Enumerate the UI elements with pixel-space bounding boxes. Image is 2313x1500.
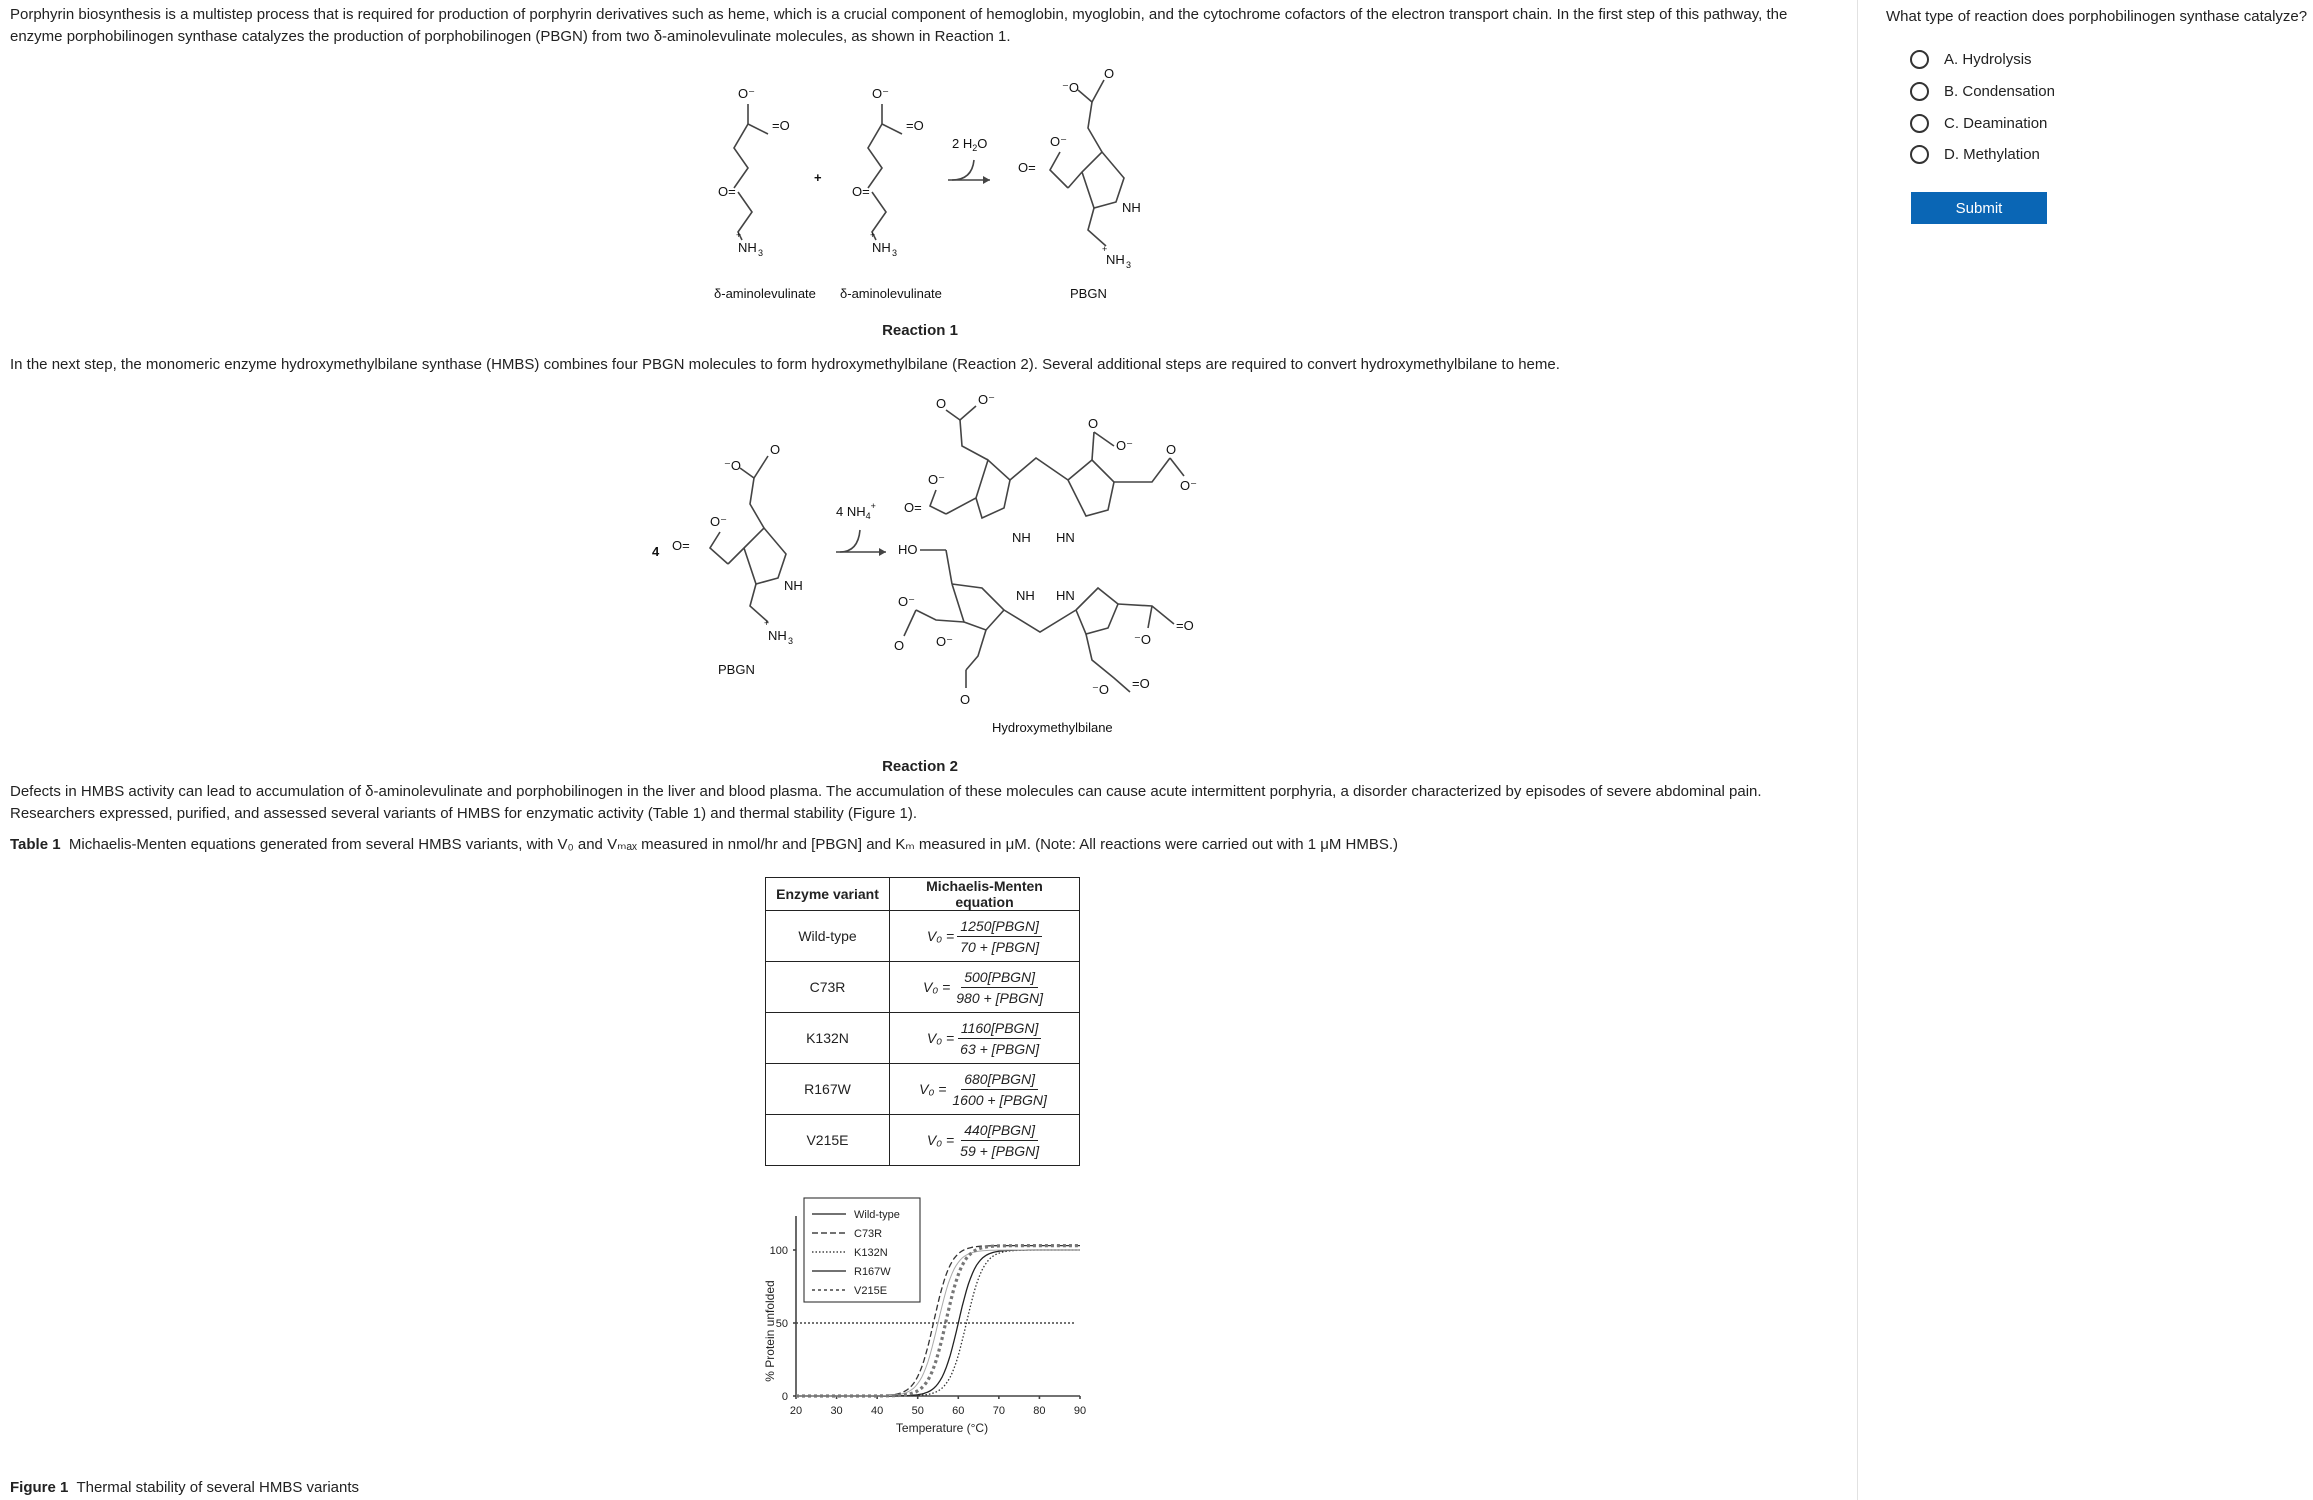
chart-y-axis-label: % Protein unfolded [763,1280,777,1382]
table-row [766,1115,1080,1166]
option-c-radio[interactable] [1910,114,1929,133]
r1-label-right: PBGN [1070,286,1107,301]
svg-text:⁻O: ⁻O [1134,632,1151,647]
svg-text:O: O [1088,416,1099,431]
chart-x-tick-label: 30 [830,1405,843,1417]
r1-byproduct-tail: O [977,136,988,151]
header-enzyme-variant: Enzyme variant [766,878,890,911]
variant-cell: R167W [766,1064,890,1115]
intro-paragraph: Porphyrin biosynthesis is a multistep process that is required for production of porphyrin derivatives such as heme, which is a crucial component of hemoglobin, myoglobin, and the cytochrome cofactors of the electron transport chain. In the first step of this pathway, the enzyme porphobilinogen synthase catalyzes the production of porphobilinogen (PBGN) from two δ-aminolevulinate molecules, as shown in Reaction 1. [10,6,1788,45]
svg-text:O⁻: O⁻ [738,86,755,101]
header-mm-equation: Michaelis-Menten equation [890,878,1080,911]
option-c[interactable] [1910,114,2047,133]
svg-text:O=: O= [904,500,922,515]
option-b-text: Condensation [1962,83,2055,100]
equation-numerator: 680[PBGN] [961,1071,1038,1090]
question-prompt: What type of reaction does porphobilinogen synthase catalyze? [1886,8,2308,25]
svg-text:+: + [814,170,822,185]
svg-text:NH: NH [1106,252,1125,267]
chart-legend-label: V215E [854,1285,888,1297]
r1-byproduct-sub: 2 [972,143,978,153]
svg-text:⁻O: ⁻O [1092,682,1109,697]
svg-text:O=: O= [852,184,870,199]
option-b[interactable] [1910,82,2055,101]
svg-text:O=: O= [1018,160,1036,175]
r2-byproduct-sub: 4 [865,511,871,521]
r1-label-left: δ-aminolevulinate [714,286,816,301]
option-d-letter: D. [1944,146,1959,163]
table-1-caption-text: Michaelis-Menten equations generated from several HMBS variants, with V₀ and Vₘₐₓ measured in nmol/hr and [PBGN] and Kₘ measured in μM. (Note: All reactions were carried out with 1 μM HMBS.) [68,836,1399,853]
v0-label: V₀ = [926,1030,955,1046]
v0-label: V₀ = [922,979,951,995]
svg-text:4 NH4+ [836,501,876,521]
reaction-2-caption: Reaction 2 [882,758,958,775]
chart-y-tick-label: 100 [769,1245,788,1257]
chart-svg [740,1190,1100,1480]
chart-x-tick-label: 80 [1033,1405,1046,1417]
chart-legend-label: R167W [854,1266,891,1278]
r2-byproduct-sup: + [870,501,876,511]
variant-cell: V215E [766,1115,890,1166]
table-header-row [766,878,1080,911]
svg-text:O⁻: O⁻ [1116,438,1133,453]
svg-text:3: 3 [758,248,764,258]
svg-text:O⁻: O⁻ [710,514,727,529]
r2-coefficient: 4 [652,544,660,559]
option-d-radio[interactable] [1910,145,1929,164]
figure-1-caption-label: Figure 1 [10,1479,69,1496]
svg-text:O⁻: O⁻ [978,392,995,407]
submit-button[interactable]: Submit [1911,192,2047,224]
variant-cell: C73R [766,962,890,1013]
svg-text:O: O [960,692,971,707]
option-a-letter: A. [1944,51,1959,68]
r1-byproduct: 2 H [952,136,973,151]
svg-text:=O: =O [906,118,924,133]
equation-fraction [957,918,1042,955]
variant-cell: K132N [766,1013,890,1064]
svg-text:O⁻: O⁻ [936,634,953,649]
r2-byproduct: 4 NH [836,504,866,519]
equation-denominator: 63 + [PBGN] [960,1040,1040,1057]
svg-text:NH: NH [738,240,757,255]
svg-text:O: O [770,442,781,457]
option-d[interactable] [1910,145,2040,164]
svg-text:HN: HN [1056,530,1075,545]
svg-text:O=: O= [718,184,736,199]
chart-legend-label: C73R [854,1228,883,1240]
equation-numerator: 1160[PBGN] [958,1020,1042,1039]
equation-fraction [957,1020,1042,1057]
chart-x-axis-label: Temperature (°C) [895,1421,989,1435]
option-d-text: Methylation [1963,146,2040,163]
r2-reactant-label: PBGN [718,662,755,677]
aminolevulinate-2-structure [852,86,924,258]
option-c-letter: C. [1944,115,1959,132]
svg-text:+: + [870,230,876,240]
chart-y-tick-label: 0 [781,1391,788,1403]
table-row [766,962,1080,1013]
equation-denominator: 70 + [PBGN] [960,938,1040,955]
option-b-radio[interactable] [1910,82,1929,101]
option-c-text: Deamination [1963,115,2048,132]
r2-product-label: Hydroxymethylbilane [992,720,1113,735]
thermal-stability-chart [740,1190,1100,1480]
chart-x-tick-label: 90 [1073,1405,1087,1417]
reaction-1-diagram [690,60,1150,320]
equation-fraction [949,1071,1050,1108]
figure-1-caption [10,1479,359,1496]
svg-text:O⁻: O⁻ [928,472,945,487]
step2-paragraph: In the next step, the monomeric enzyme hydroxymethylbilane synthase (HMBS) combines four PBGN molecules to form hydroxymethylbilane (Reaction 2). Several additional steps are required to convert hydroxymethylbilane to heme. [10,356,1560,373]
option-a-text: Hydrolysis [1962,51,2032,68]
equation-cell [890,962,1080,1013]
equation-fraction [953,969,1046,1006]
svg-text:HN: HN [1056,588,1075,603]
michaelis-menten-table [765,877,1080,1166]
svg-text:3: 3 [1126,260,1132,270]
svg-text:O⁻: O⁻ [1180,478,1197,493]
v0-label: V₀ = [926,1132,955,1148]
pbgn-structure-r1 [1018,66,1141,270]
equation-fraction [957,1122,1042,1159]
figure-1-caption-text: Thermal stability of several HMBS variants [76,1479,360,1496]
chart-legend-label: K132N [854,1247,888,1259]
equation-numerator: 1250[PBGN] [957,918,1042,937]
chart-x-tick-label: 60 [952,1405,965,1417]
svg-text:+: + [736,230,742,240]
svg-text:NH: NH [872,240,891,255]
svg-text:NH: NH [1016,588,1035,603]
v0-label: V₀ = [926,928,955,944]
equation-numerator: 500[PBGN] [961,969,1038,988]
svg-text:=O: =O [772,118,790,133]
v0-label: V₀ = [919,1081,947,1097]
svg-text:HO: HO [898,542,918,557]
equation-denominator: 1600 + [PBGN] [952,1091,1047,1108]
svg-text:NH: NH [784,578,803,593]
svg-text:O⁻: O⁻ [1050,134,1067,149]
svg-text:NH: NH [1122,200,1141,215]
svg-text:O: O [894,638,905,653]
svg-text:NH: NH [768,628,787,643]
svg-text:3: 3 [892,248,898,258]
svg-text:NH: NH [1012,530,1031,545]
svg-text:O=: O= [672,538,690,553]
table-row [766,911,1080,962]
svg-text:O: O [1166,442,1177,457]
equation-cell [890,1064,1080,1115]
option-a-radio[interactable] [1910,50,1929,69]
equation-cell [890,911,1080,962]
chart-x-tick-label: 50 [911,1405,924,1417]
chart-x-tick-label: 20 [789,1405,803,1417]
chart-legend-label: Wild-type [854,1209,900,1221]
chart-x-tick-label: 70 [992,1405,1005,1417]
table-row [766,1064,1080,1115]
chart-y-tick-label: 50 [775,1318,788,1330]
svg-text:⁻O: ⁻O [724,458,741,473]
svg-text:=O: =O [1132,676,1150,691]
equation-cell [890,1115,1080,1166]
equation-denominator: 980 + [PBGN] [956,989,1044,1006]
equation-denominator: 59 + [PBGN] [960,1142,1040,1159]
aminolevulinate-1-structure [718,86,790,258]
svg-text:O⁻: O⁻ [872,86,889,101]
table-1-caption [10,835,1398,853]
option-a[interactable] [1910,50,2032,69]
pbgn-structure-r2 [672,442,803,646]
svg-text:+: + [1102,244,1108,254]
variant-cell: Wild-type [766,911,890,962]
svg-text:O: O [1104,66,1115,81]
table-1-caption-label: Table 1 [10,836,61,853]
r1-label-middle: δ-aminolevulinate [840,286,942,301]
svg-text:O⁻: O⁻ [898,594,915,609]
reaction-1-caption: Reaction 1 [882,322,958,339]
chart-x-tick-label: 40 [871,1405,884,1417]
defects-paragraph: Defects in HMBS activity can lead to accumulation of δ-aminolevulinate and porphobilinogen in the liver and blood plasma. The accumulation of these molecules can cause acute intermittent porphyria, a disorder characterized by episodes of severe abdominal pain. Researchers expressed, purified, and assessed several variants of HMBS for enzymatic activity (Table 1) and thermal stability (Figure 1). [10,783,1762,822]
svg-text:+: + [764,618,770,628]
equation-cell [890,1013,1080,1064]
svg-text:=O: =O [1176,618,1194,633]
option-b-letter: B. [1944,83,1959,100]
svg-text:⁻O: ⁻O [1062,80,1079,95]
svg-text:3: 3 [788,636,794,646]
table-body [766,911,1080,1166]
table-row [766,1013,1080,1064]
question-pane [1858,0,2313,1500]
svg-text:O: O [936,396,947,411]
hydroxymethylbilane-structure [894,392,1197,707]
reaction-2-diagram [640,388,1240,748]
equation-numerator: 440[PBGN] [961,1122,1038,1141]
svg-text:2 H2O [952,136,987,153]
